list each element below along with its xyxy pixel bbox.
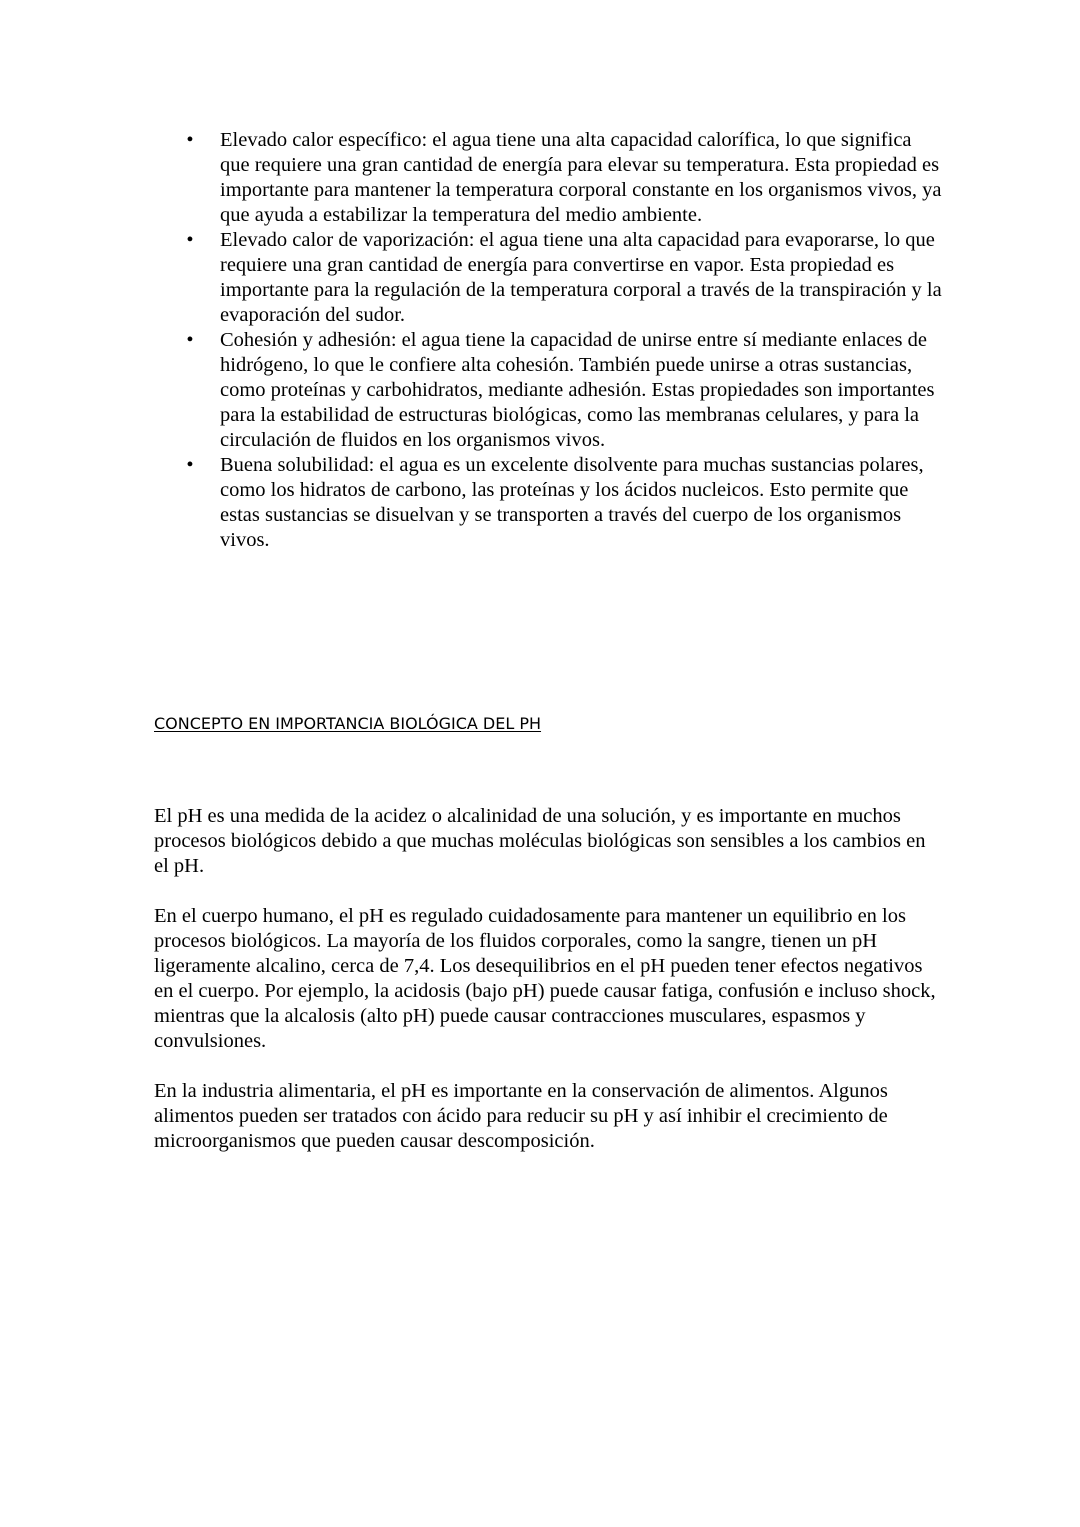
bullet-icon: • [186, 454, 194, 476]
list-item [154, 328, 944, 453]
bullet-icon: • [186, 229, 194, 251]
list-item-text: Elevado calor de vaporización: el agua tiene una alta capacidad para evaporarse, lo que requiere una gran cantidad de energía para convertirse en vapor. Esta propiedad es importante para la regulación de la temperatura corporal a través de la transpiración y la evaporación del sudor. [220, 229, 942, 326]
paragraph-ph-food-industry: En la industria alimentaria, el pH es importante en la conservación de alimentos. Algunos alimentos pueden ser tratados con ácido para reducir su pH y así inhibir el crecimiento de microorganismos que pueden causar descomposición. [154, 1080, 888, 1152]
bullet-icon: • [186, 329, 194, 351]
paragraph-ph-human-body: En el cuerpo humano, el pH es regulado cuidadosamente para mantener un equilibrio en los procesos biológicos. La mayoría de los fluidos corporales, como la sangre, tienen un pH ligeramente alcalino, cerca de 7,4. Los desequilibrios en el pH pueden tener efectos negativos en el cuerpo. Por ejemplo, la acidosis (bajo pH) puede causar fatiga, confusión e incluso shock, mientras que la alcalosis (alto pH) puede causar contracciones musculares, espasmos y convulsiones. [154, 905, 936, 1052]
list-item [154, 228, 944, 328]
list-item-text: Cohesión y adhesión: el agua tiene la capacidad de unirse entre sí mediante enlaces de hidrógeno, lo que le confiere alta cohesión. También puede unirse a otras sustancias, como proteínas y carbohidratos, mediante adhesión. Estas propiedades son importantes para la estabilidad de estructuras biológicas, como las membranas celulares, y para la circulación de fluidos en los organismos vivos. [220, 329, 935, 451]
list-item-text: Elevado calor específico: el agua tiene una alta capacidad calorífica, lo que significa que requiere una gran cantidad de energía para elevar su temperatura. Esta propiedad es importante para mantener la temperatura corporal constante en los organismos vivos, ya que ayuda a estabilizar la temperatura del medio ambiente. [220, 129, 942, 226]
list-item [154, 453, 944, 553]
list-item-text: Buena solubilidad: el agua es un excelente disolvente para muchas sustancias polares, como los hidratos de carbono, las proteínas y los ácidos nucleicos. Esto permite que estas sustancias se disuelvan y se transporten a través del cuerpo de los organismos vivos. [220, 454, 924, 551]
section-heading: CONCEPTO EN IMPORTANCIA BIOLÓGICA DEL PH [154, 714, 542, 733]
paragraph-ph-definition: El pH es una medida de la acidez o alcalinidad de una solución, y es importante en muchos procesos biológicos debido a que muchas moléculas biológicas son sensibles a los cambios en el pH. [154, 805, 926, 877]
water-properties-list [154, 128, 944, 553]
list-item [154, 128, 944, 228]
bullet-icon: • [186, 129, 194, 151]
